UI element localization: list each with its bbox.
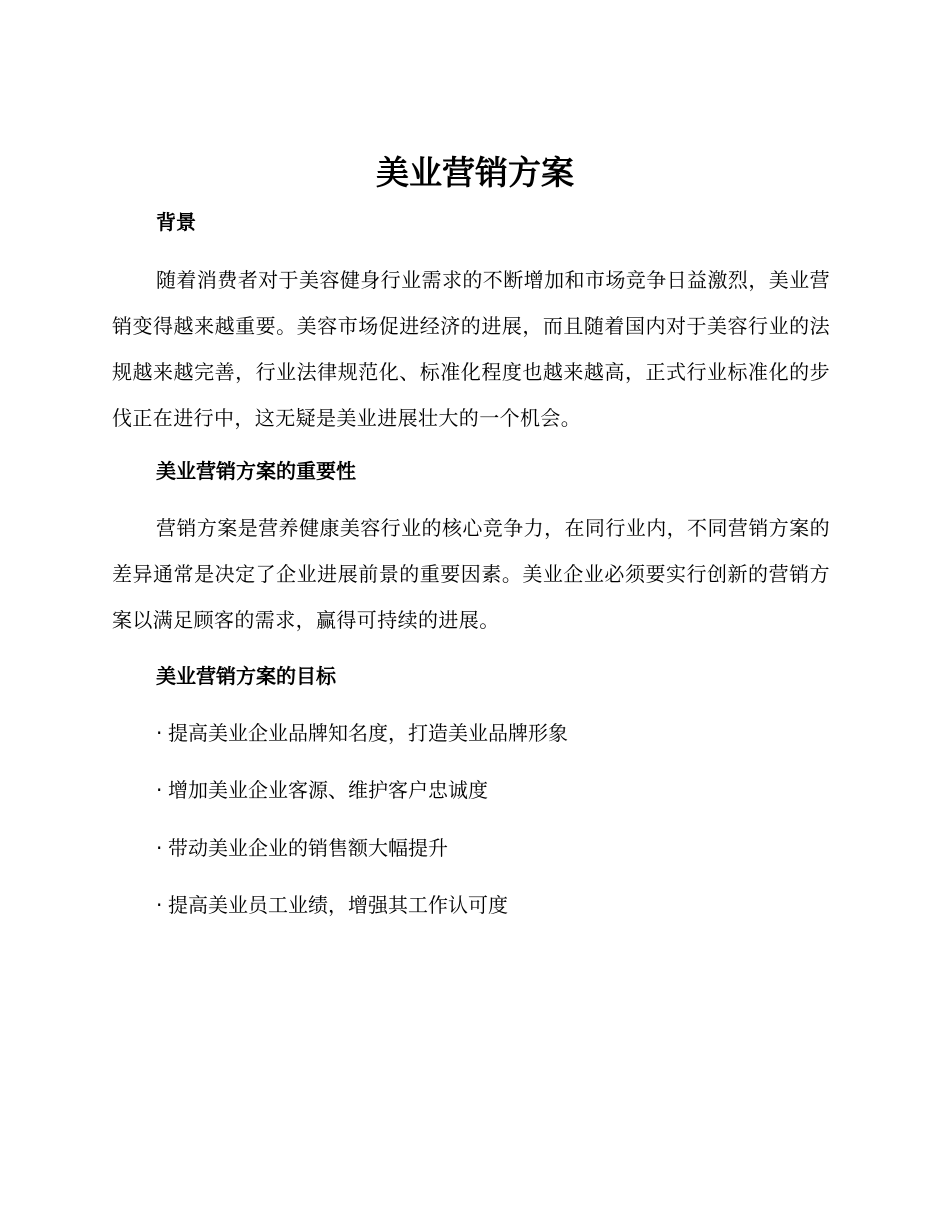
goal-text: 提高美业员工业绩，增强其工作认可度 xyxy=(168,893,508,917)
section-paragraph-importance: 营销方案是营养健康美容行业的核心竞争力，在同行业内，不同营销方案的差异通常是决定了企业进展前景的重要因素。美业企业必须要实行创新的营销方案以满足顾客的需求，赢得可持续的进展。 xyxy=(112,516,830,632)
section-paragraph-background: 随着消费者对于美容健身行业需求的不断增加和市场竞争日益激烈，美业营销变得越来越重要。美容市场促进经济的进展，而且随着国内对于美容行业的法规越来越完善，行业法律规范化、标准化程度也越来越高，正式行业标准化的步伐正在进行中，这无疑是美业进展壮大的一个机会。 xyxy=(112,268,830,430)
bullet-marker: · xyxy=(156,836,163,860)
section-heading-background: 背景 xyxy=(156,210,196,234)
bullet-marker: · xyxy=(156,778,163,802)
goal-list-item xyxy=(156,775,488,805)
section-heading-importance: 美业营销方案的重要性 xyxy=(156,459,356,483)
bullet-marker: · xyxy=(156,721,163,745)
bullet-marker: · xyxy=(156,893,163,917)
goal-text: 增加美业企业客源、维护客户忠诚度 xyxy=(168,778,488,802)
goal-list-item xyxy=(156,833,448,863)
goal-list-item xyxy=(156,718,568,748)
goal-list-item xyxy=(156,890,508,920)
document-title: 美业营销方案 xyxy=(376,153,574,192)
goal-text: 提高美业企业品牌知名度，打造美业品牌形象 xyxy=(168,721,568,745)
goal-text: 带动美业企业的销售额大幅提升 xyxy=(168,836,448,860)
section-heading-goals: 美业营销方案的目标 xyxy=(156,664,336,688)
